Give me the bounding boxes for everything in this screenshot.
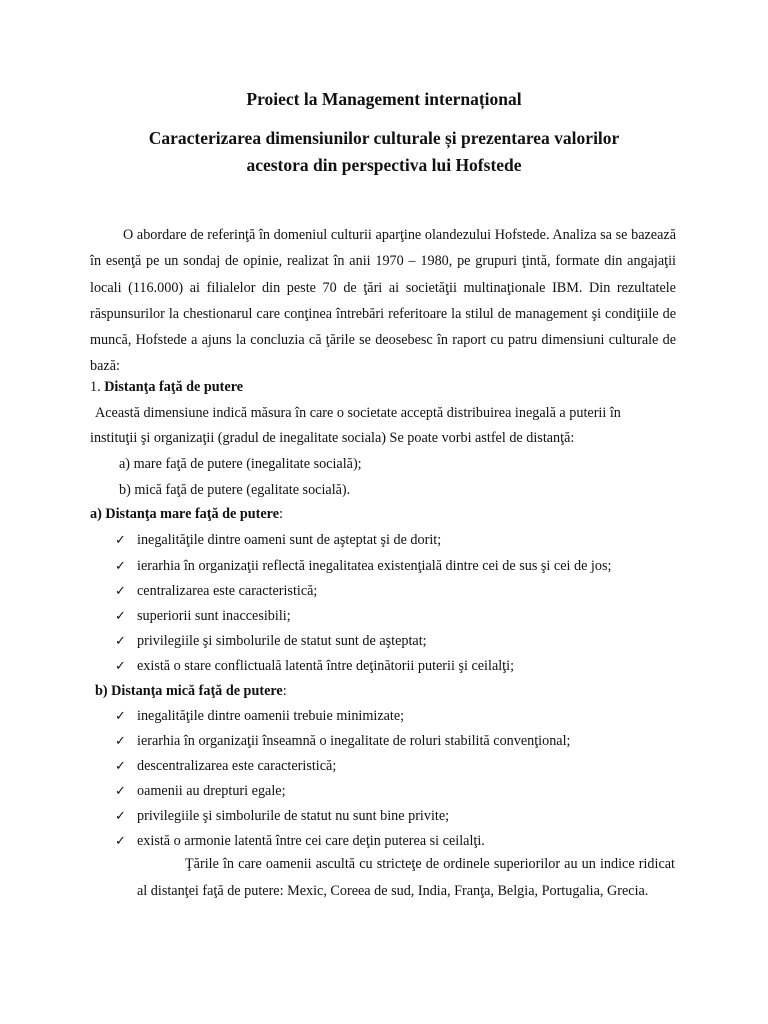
list-item-text: există o stare conflictuală latentă între deţinătorii puterii şi ceilalţi;	[137, 658, 515, 674]
sub-b-heading: b) Distanţa mică faţă de putere:	[95, 683, 287, 699]
checkmark-icon: ✓	[115, 634, 126, 649]
list-item-text: există o armonie latentă între cei care deţin puterea si ceilalţi.	[137, 833, 485, 849]
list-item	[115, 753, 336, 779]
section1-number: 1.	[90, 379, 105, 395]
list-item	[115, 803, 449, 829]
checkmark-icon: ✓	[115, 709, 126, 724]
list-item-text: ierarhia în organizaţii reflectă inegalitatea existenţială dintre cei de sus şi cei de jos;	[137, 558, 612, 574]
checkmark-icon: ✓	[115, 533, 126, 548]
checkmark-icon: ✓	[115, 584, 126, 599]
checkmark-icon: ✓	[115, 834, 126, 849]
list-item	[115, 553, 611, 579]
list-item-text: privilegiile şi simbolurile de statut nu sunt bine privite;	[137, 808, 450, 824]
list-item	[115, 728, 571, 754]
checkmark-icon: ✓	[115, 784, 126, 799]
checkmark-icon: ✓	[115, 809, 126, 824]
sub-a-heading: a) Distanţa mare faţă de putere:	[90, 506, 283, 522]
section1-title: Distanţa faţă de putere	[104, 379, 244, 395]
section1-description-line2: instituţii şi organizaţii (gradul de inegalitate sociala) Se poate vorbi astfel de distanţă:	[90, 430, 575, 446]
list-item	[115, 578, 317, 604]
option-a: a) mare faţă de putere (inegalitate socială);	[119, 456, 362, 472]
intro-paragraph: O abordare de referinţă în domeniul culturii aparţine olandezului Hofstede. Analiza sa se bazează în esenţă pe un sondaj de opinie, realizat în anii 1970 – 1980, pe grupuri ţintă, formate din angajaţii locali (116.000) ai filialelor din peste 70 de ţări ai societăţii multinaţionale IBM. Din rezultatele răspunsurilor la chestionarul care conţinea întrebări referitoare la stilul de management şi condiţiile de muncă, Hofstede a ajuns la concluzia că ţările se deosebesc în raport cu patru dimensiuni culturale de bază:	[90, 227, 676, 375]
closing-paragraph: Ţările în care oamenii ascultă cu stricteţe de ordinele superiorilor au un indice ridicat al distanţei faţă de putere: Mexic, Coreea de sud, India, Franţa, Belgia, Portugalia, Grecia.	[137, 856, 675, 899]
list-item-text: inegalităţile dintre oamenii trebuie minimizate;	[137, 708, 405, 724]
list-item-text: oamenii au drepturi egale;	[137, 783, 286, 799]
checkmark-icon: ✓	[115, 759, 126, 774]
option-b: b) mică faţă de putere (egalitate socială).	[119, 482, 351, 498]
sub-a-title: a) Distanţa mare faţă de putere	[90, 506, 280, 522]
section1-description-line1: Această dimensiune indică măsura în care o societate acceptă distribuirea inegală a puterii în	[95, 405, 621, 421]
checkmark-icon: ✓	[115, 659, 126, 674]
list-item	[115, 778, 286, 804]
section1-heading	[90, 374, 243, 400]
list-item-text: descentralizarea este caracteristică;	[137, 758, 337, 774]
sub-b-title: b) Distanţa mică faţă de putere	[95, 683, 283, 699]
list-item	[115, 653, 514, 679]
document-subtitle-line2: acestora din perspectiva lui Hofstede	[246, 155, 522, 175]
checkmark-icon: ✓	[115, 609, 126, 624]
list-item	[115, 628, 427, 654]
list-item	[115, 703, 404, 729]
list-item-text: centralizarea este caracteristică;	[137, 583, 318, 599]
checkmark-icon: ✓	[115, 734, 126, 749]
list-item	[115, 603, 291, 629]
document-title: Proiect la Management internațional	[246, 89, 522, 109]
list-item-text: superiorii sunt inaccesibili;	[137, 608, 291, 624]
list-item-text: privilegiile şi simbolurile de statut sunt de aşteptat;	[137, 633, 427, 649]
list-item-text: ierarhia în organizaţii înseamnă o inegalitate de roluri stabilită convenţional;	[137, 733, 571, 749]
checkmark-icon: ✓	[115, 559, 126, 574]
document-subtitle-line1: Caracterizarea dimensiunilor culturale și prezentarea valorilor	[148, 128, 620, 148]
list-item	[115, 527, 441, 553]
list-item-text: inegalităţile dintre oameni sunt de aşteptat şi de dorit;	[137, 532, 442, 548]
